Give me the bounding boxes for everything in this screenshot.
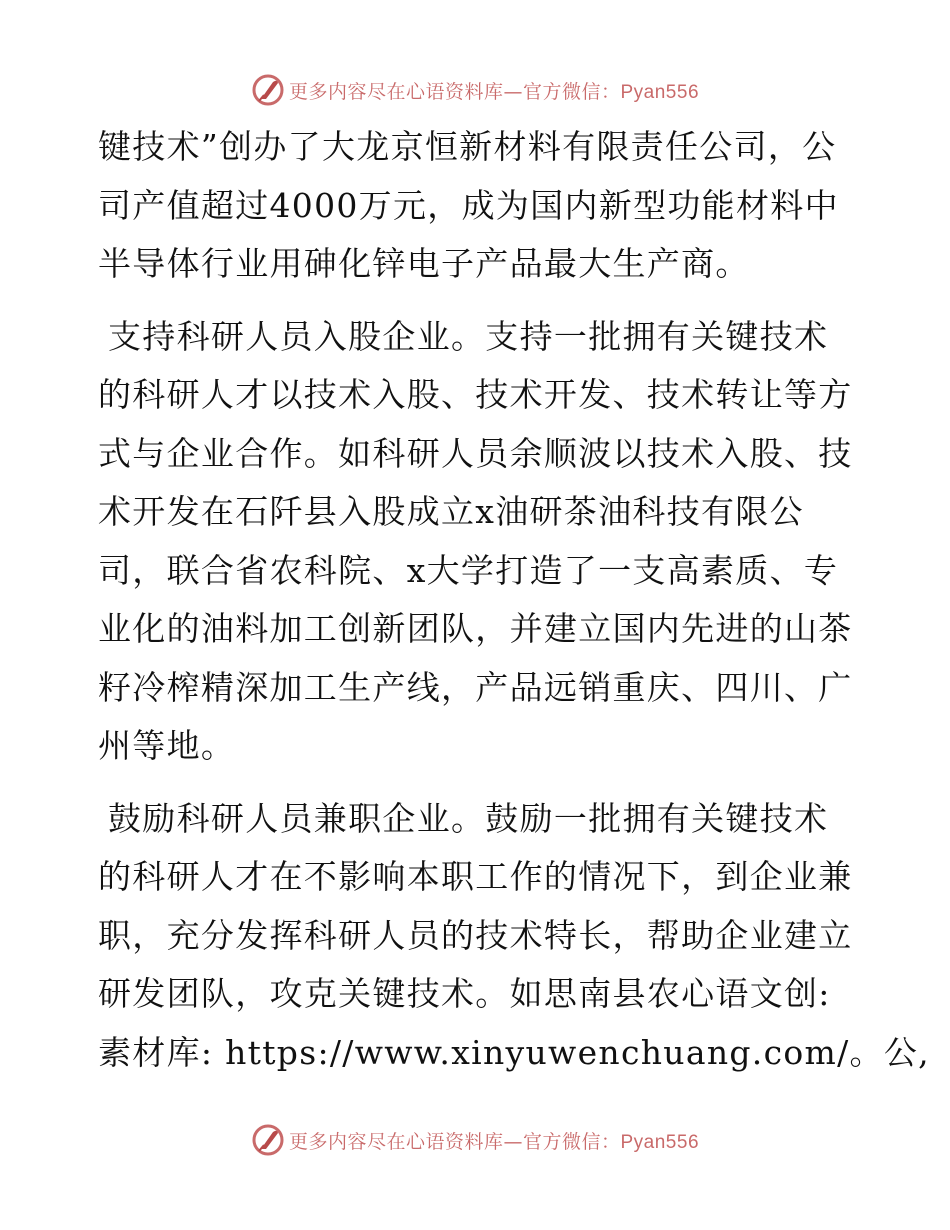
document-body xyxy=(98,118,930,1096)
text-line: 键技术”创办了大龙京恒新材料有限责任公司，公 xyxy=(98,127,837,166)
text-line: 的科研人才以技术入股、技术开发、技术转让等方 xyxy=(98,375,853,414)
text-line: 司产值超过4000万元，成为国内新型功能材料中 xyxy=(98,185,839,225)
header-banner xyxy=(0,70,950,110)
paragraph-1 xyxy=(98,118,858,294)
text-line: 业化的油料加工创新团队，并建立国内先进的山茶 xyxy=(98,609,853,648)
paragraph-2 xyxy=(98,308,858,776)
text-line: 术开发在石阡县入股成立x油研茶油科技有限公 xyxy=(98,492,804,531)
quill-logo-icon xyxy=(251,73,285,107)
text-line: 籽冷榨精深加工生产线，产品远销重庆、四川、广 xyxy=(98,667,853,707)
text-line: 鼓励科研人员兼职企业。鼓励一批拥有关键技术 xyxy=(108,798,829,838)
paragraph-3 xyxy=(98,790,930,1083)
header-banner-text: 更多内容尽在心语资料库—官方微信：Pyan556 xyxy=(288,80,700,103)
text-line: 职，充分发挥科研人员的技术特长，帮助企业建立 xyxy=(98,915,853,955)
text-line: 半导体行业用砷化锌电子产品最大生产商。 xyxy=(98,244,750,283)
quill-logo-icon xyxy=(251,1123,285,1157)
text-line: 司，联合省农科院、x大学打造了一支高素质、专 xyxy=(98,550,839,590)
footer-banner xyxy=(0,1120,950,1160)
text-line: 州等地。 xyxy=(98,726,236,765)
text-line: 支持科研人员入股企业。支持一批拥有关键技术 xyxy=(108,316,829,356)
text-line: 素材库: https://www.xinyuwenchuang.com/。公, xyxy=(98,1032,930,1072)
text-line: 研发团队，攻克关键技术。如思南县农心语文创: xyxy=(98,974,831,1013)
footer-banner-text: 更多内容尽在心语资料库—官方微信：Pyan556 xyxy=(288,1130,700,1153)
text-line: 的科研人才在不影响本职工作的情况下，到企业兼 xyxy=(98,857,853,896)
text-line: 式与企业合作。如科研人员余顺波以技术入股、技 xyxy=(98,433,853,473)
